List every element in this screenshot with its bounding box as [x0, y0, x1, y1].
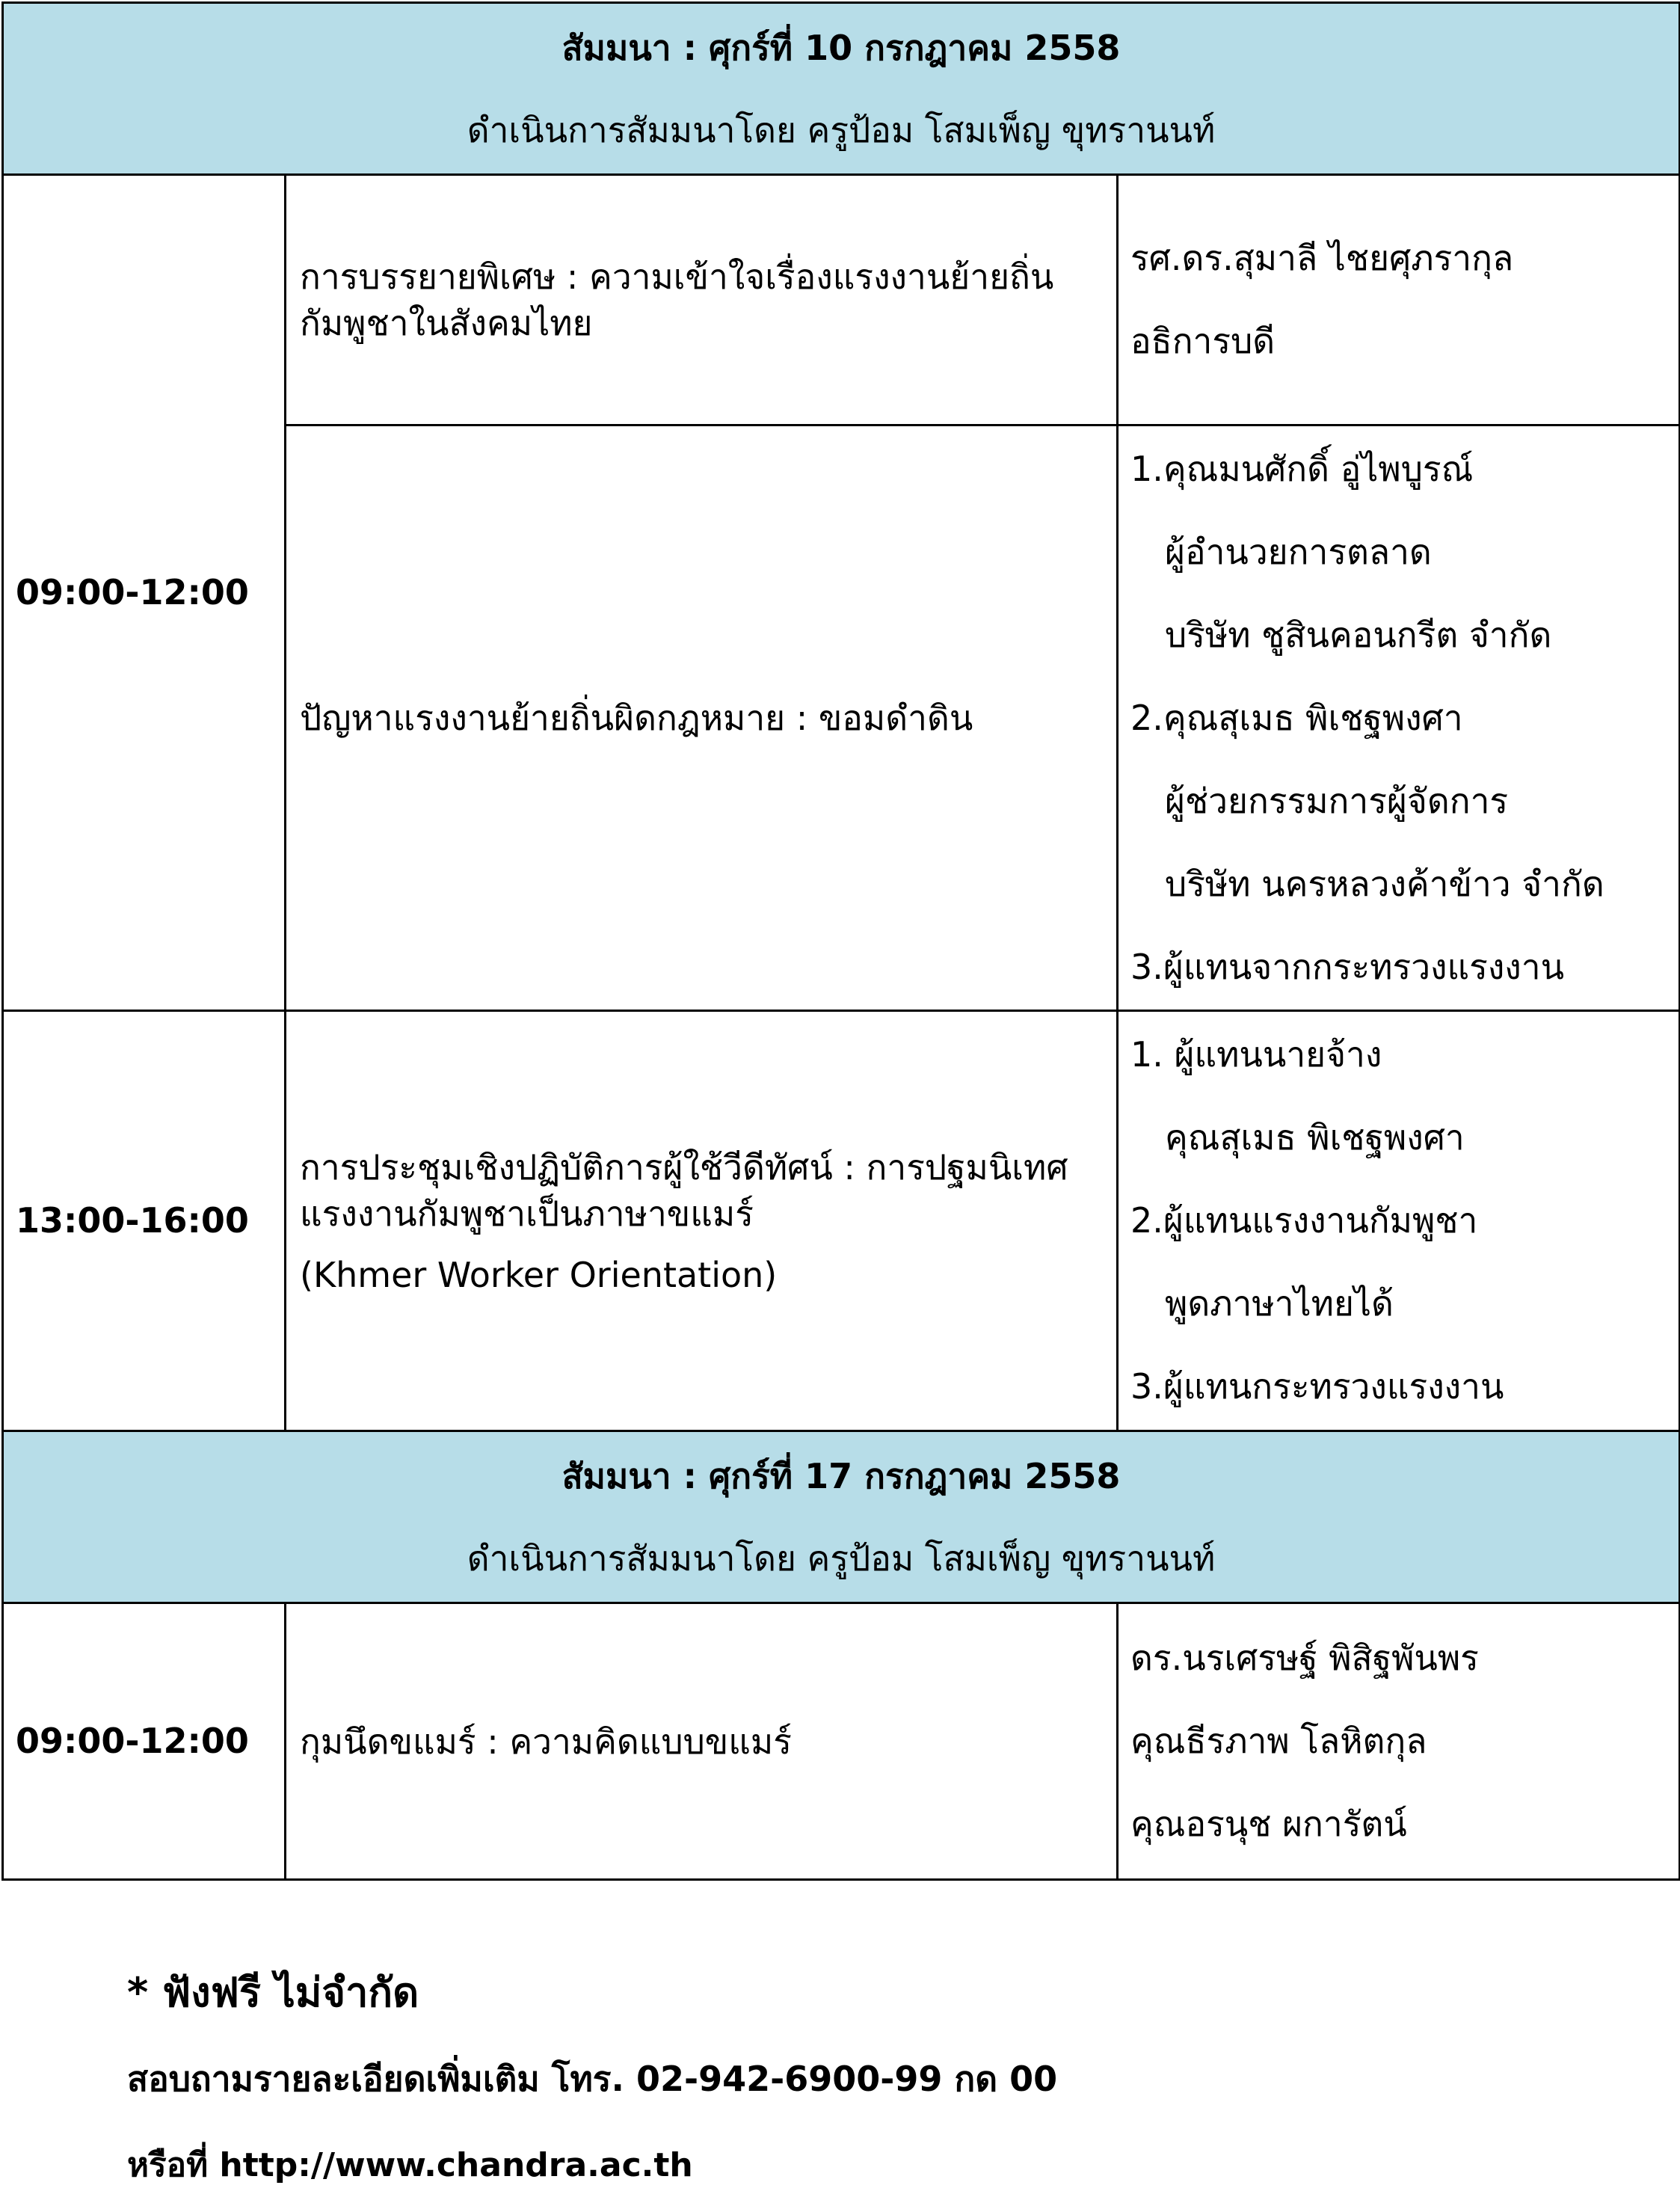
- session-header-row: [3, 3, 1680, 175]
- seminar-schedule-table: [1, 1, 1680, 1881]
- topic-line: การประชุมเชิงปฏิบัติการผู้ใช้วีดีทัศน์ : การปฐมนิเทศ: [300, 1146, 1068, 1187]
- session-header-row: [3, 1431, 1680, 1603]
- session-header: [3, 3, 1680, 175]
- speaker-line: 3.ผู้แทนจากกระทรวงแรงงาน: [1130, 946, 1565, 987]
- topic-cell: [286, 175, 1118, 425]
- topic-line: แรงงานกัมพูชาเป็นภาษาขแมร์: [300, 1193, 754, 1234]
- session-header: [3, 1431, 1680, 1603]
- session-moderator: ดำเนินการสัมมนาโดย ครูป้อม โสมเพ็ญ ขุทรานนท์: [467, 109, 1216, 150]
- speaker-line: บริษัท นครหลวงค้าข้าว จำกัด: [1165, 863, 1604, 904]
- topic-line: ปัญหาแรงงานย้ายถิ่นผิดกฎหมาย : ขอมดำดิน: [300, 698, 973, 738]
- speaker-line: 2.คุณสุเมธ พิเชฐพงศา: [1130, 697, 1463, 738]
- speaker-line: 1. ผู้แทนนายจ้าง: [1130, 1034, 1382, 1075]
- footer: [127, 1959, 1057, 2188]
- speaker-cell: [1118, 1011, 1680, 1431]
- session-moderator: ดำเนินการสัมมนาโดย ครูป้อม โสมเพ็ญ ขุทรานนท์: [467, 1537, 1216, 1579]
- inquiry-phone: สอบถามรายละเอียดเพิ่มเติม โทร. 02-942-6900-99 กด 00: [127, 2059, 1058, 2099]
- speaker-line: ดร.นรเศรษฐ์ พิสิฐพันพร: [1130, 1638, 1479, 1678]
- speaker-cell: [1118, 425, 1680, 1011]
- topic-line: กัมพูชาในสังคมไทย: [300, 303, 593, 343]
- speaker-line: รศ.ดร.สุมาลี ไชยศุภรากุล: [1130, 238, 1514, 278]
- speaker-cell: [1118, 175, 1680, 425]
- speaker-line: คุณสุเมธ พิเชฐพงศา: [1165, 1117, 1465, 1158]
- topic-line: กุมนึดขแมร์ : ความคิดแบบขแมร์: [300, 1721, 792, 1762]
- speaker-line: ผู้อำนวยการตลาด: [1165, 531, 1432, 572]
- topic-line: (Khmer Worker Orientation): [300, 1254, 778, 1295]
- line-spacer: [300, 1237, 1103, 1252]
- time-slot: 09:00-12:00: [3, 1603, 286, 1880]
- speaker-line: บริษัท ชูสินคอนกรีต จำกัด: [1165, 614, 1552, 655]
- speaker-line: 1.คุณมนศักดิ์ อู่ไพบูรณ์: [1130, 448, 1474, 489]
- speaker-cell: [1118, 1603, 1680, 1880]
- table-row: [3, 1603, 1680, 1880]
- free-admission-note: * ฟังฟรี ไม่จำกัด: [127, 1969, 419, 2016]
- topic-cell: [286, 1603, 1118, 1880]
- topic-cell: [286, 425, 1118, 1011]
- speaker-line: คุณธีรภาพ โลหิตกุล: [1130, 1721, 1427, 1761]
- time-slot: 13:00-16:00: [3, 1011, 286, 1431]
- session-title: สัมมนา : ศุกร์ที่ 10 กรกฎาคม 2558: [561, 27, 1121, 68]
- topic-line: การบรรยายพิเศษ : ความเข้าใจเรื่องแรงงานย้ายถิ่น: [300, 256, 1054, 297]
- speaker-line: คุณอรนุช ผการัตน์: [1130, 1804, 1407, 1844]
- time-slot: 09:00-12:00: [3, 175, 286, 1011]
- speaker-line: อธิการบดี: [1130, 321, 1276, 361]
- session-title: สัมมนา : ศุกร์ที่ 17 กรกฎาคม 2558: [561, 1455, 1121, 1496]
- speaker-line: ผู้ช่วยกรรมการผู้จัดการ: [1165, 780, 1509, 821]
- speaker-line: 3.ผู้แทนกระทรวงแรงงาน: [1130, 1366, 1504, 1407]
- topic-cell: [286, 1011, 1118, 1431]
- table-row: [3, 1011, 1680, 1431]
- website-link[interactable]: หรือที่ http://www.chandra.ac.th: [127, 2146, 693, 2184]
- table-row: [3, 175, 1680, 425]
- speaker-line: 2.ผู้แทนแรงงานกัมพูชา: [1130, 1200, 1478, 1241]
- speaker-line: พูดภาษาไทยได้: [1165, 1283, 1394, 1324]
